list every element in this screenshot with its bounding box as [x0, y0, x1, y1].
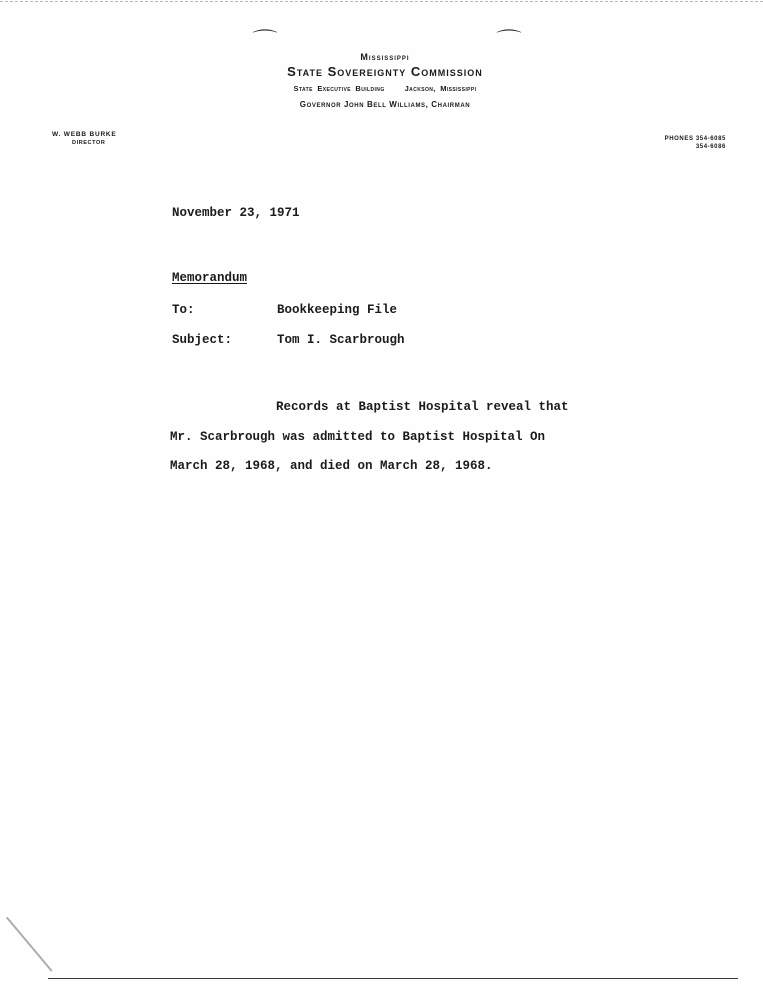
subject-label: Subject:: [172, 333, 233, 347]
phones-block: [628, 135, 726, 151]
body-line-3: March 28, 1968, and died on March 28, 1968.: [170, 459, 493, 473]
letterhead-address: [180, 84, 590, 93]
letterhead-building: State Executive Building: [293, 84, 385, 93]
letterhead-city: Jackson, Mississippi: [404, 84, 477, 93]
letterhead-state: Mississippi: [360, 52, 410, 62]
scan-artifact-mark: [6, 917, 53, 972]
memo-heading: Memorandum: [172, 271, 248, 285]
director-title: DIRECTOR: [72, 140, 106, 146]
bottom-rule: [48, 978, 738, 979]
body-line-1: Records at Baptist Hospital reveal that: [276, 400, 569, 414]
top-border: [0, 1, 763, 2]
to-label: To:: [172, 303, 195, 317]
to-value: Bookkeeping File: [277, 303, 398, 317]
subject-value: Tom I. Scarbrough: [277, 333, 405, 347]
letterhead-governor: Governor John Bell Williams, Chairman: [299, 100, 471, 109]
letterhead-commission: State Sovereignty Commission: [287, 64, 483, 79]
director-name: W. WEBB BURKE: [52, 131, 117, 138]
seal-mark-left: ⌒: [252, 29, 278, 50]
seal-mark-right: ⌒: [496, 29, 522, 50]
director-block: [52, 131, 142, 146]
letterhead: [180, 52, 590, 109]
memo-body: [170, 393, 590, 482]
phone-line-2: 354-6086: [695, 144, 726, 150]
phone-line-1: PHONES 354-6085: [664, 136, 726, 142]
body-line-2: Mr. Scarbrough was admitted to Baptist Hospital On: [170, 429, 546, 444]
memo-date: November 23, 1971: [172, 206, 300, 220]
